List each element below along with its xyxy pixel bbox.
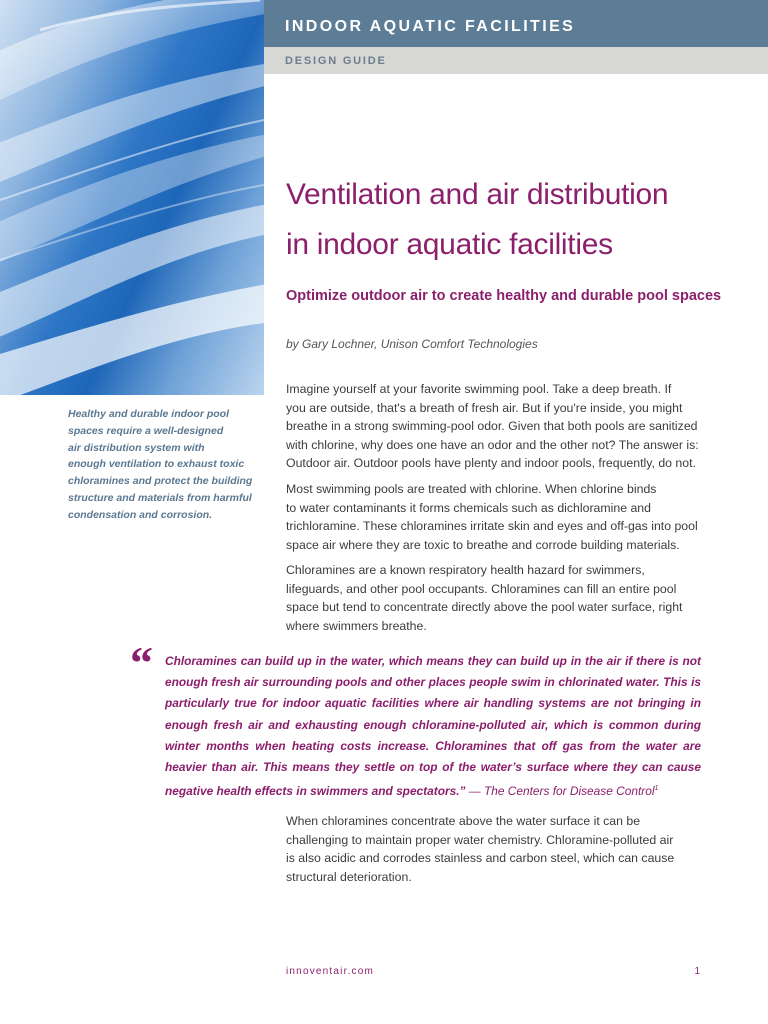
body-line: When chloramines concentrate above the water surface it can be <box>286 814 641 828</box>
body-line: Imagine yourself at your favorite swimming pool. Take a deep breath. If <box>286 382 672 396</box>
sky-cover-image <box>0 0 264 395</box>
pull-quote <box>165 651 701 802</box>
paragraph-intro <box>286 380 706 473</box>
section-label: INDOOR AQUATIC FACILITIES <box>285 18 576 35</box>
body-line: trichloramine. These chloramines irritate skin and eyes and off-gas into pool <box>286 519 698 533</box>
body-line: is also acidic and corrodes stainless and carbon steel, which can cause <box>286 851 675 865</box>
title-line: Ventilation and air distribution <box>286 178 669 211</box>
body-line: Chloramines are a known respiratory health hazard for swimmers, <box>286 563 645 577</box>
author-byline: by Gary Lochner, Unison Comfort Technologies <box>286 337 538 351</box>
body-line: space air where they are toxic to breathe and corrode building materials. <box>286 537 680 552</box>
title-line: in indoor aquatic facilities <box>286 228 613 261</box>
cloud-streaks <box>0 0 264 395</box>
caption-line: structure and materials from harmful <box>68 491 252 504</box>
body-line: where swimmers breathe. <box>286 618 427 633</box>
subheader-band <box>264 47 768 74</box>
sidebar-caption <box>68 406 253 524</box>
quote-text: Chloramines can build up in the water, which means they can build up in the air if there is not enough fresh air surrounding pools and other places people swim in chlorinated water. This is particularly true for indoor aquatic facilities where air handling systems are not bringing in enough fresh air and exhausting enough chloramine-polluted air, which is common during winter months when heating costs increase. Chloramines that off gas from the water are heavier than air. This means they settle on top of the water’s surface where they can cause negative health effects in swimmers and spectators.” <box>165 654 701 799</box>
body-line: you are outside, that's a breath of fresh air. But if you're inside, you might <box>286 400 683 415</box>
paragraph-chlorine <box>286 480 706 554</box>
body-line: breathe in a strong swimming-pool odor. Given that both pools are sanitized <box>286 419 698 433</box>
page-title <box>286 170 746 270</box>
caption-line: condensation and corrosion. <box>68 508 213 521</box>
body-line: challenging to maintain proper water chemistry. Chloramine-polluted air <box>286 832 674 847</box>
footnote-marker: 1 <box>654 785 659 793</box>
quote-attribution: — The Centers for Disease Control <box>465 784 655 799</box>
page-subtitle: Optimize outdoor air to create healthy and durable pool spaces <box>286 288 722 304</box>
caption-line: enough ventilation to exhaust toxic <box>68 458 245 471</box>
body-line: structural deterioration. <box>286 869 412 884</box>
body-line: to water contaminants it forms chemicals such as dichloramine and <box>286 500 651 515</box>
footer-website-link[interactable]: innoventair.com <box>286 966 375 977</box>
quote-mark-icon: “ <box>130 637 153 688</box>
paragraph-health-hazard <box>286 561 706 635</box>
caption-line: air distribution system with <box>68 441 205 454</box>
header-band <box>264 0 768 47</box>
series-label: DESIGN GUIDE <box>285 55 387 67</box>
body-line: space but tend to concentrate directly above the pool water surface, right <box>286 600 683 614</box>
page-number: 1 <box>694 966 700 977</box>
body-line: with chlorine, why does one have an odor and the other not? The answer is: <box>286 437 699 452</box>
paragraph-water-chemistry <box>286 812 706 886</box>
body-line: lifeguards, and other pool occupants. Chloramines can fill an entire pool <box>286 581 677 596</box>
body-line: Most swimming pools are treated with chlorine. When chlorine binds <box>286 482 657 496</box>
caption-line: chloramines and protect the building <box>68 475 253 488</box>
caption-line: Healthy and durable indoor pool <box>68 408 230 420</box>
caption-line: spaces require a well-designed <box>68 424 224 437</box>
body-line: Outdoor air. Outdoor pools have plenty and indoor pools, frequently, do not. <box>286 456 696 470</box>
